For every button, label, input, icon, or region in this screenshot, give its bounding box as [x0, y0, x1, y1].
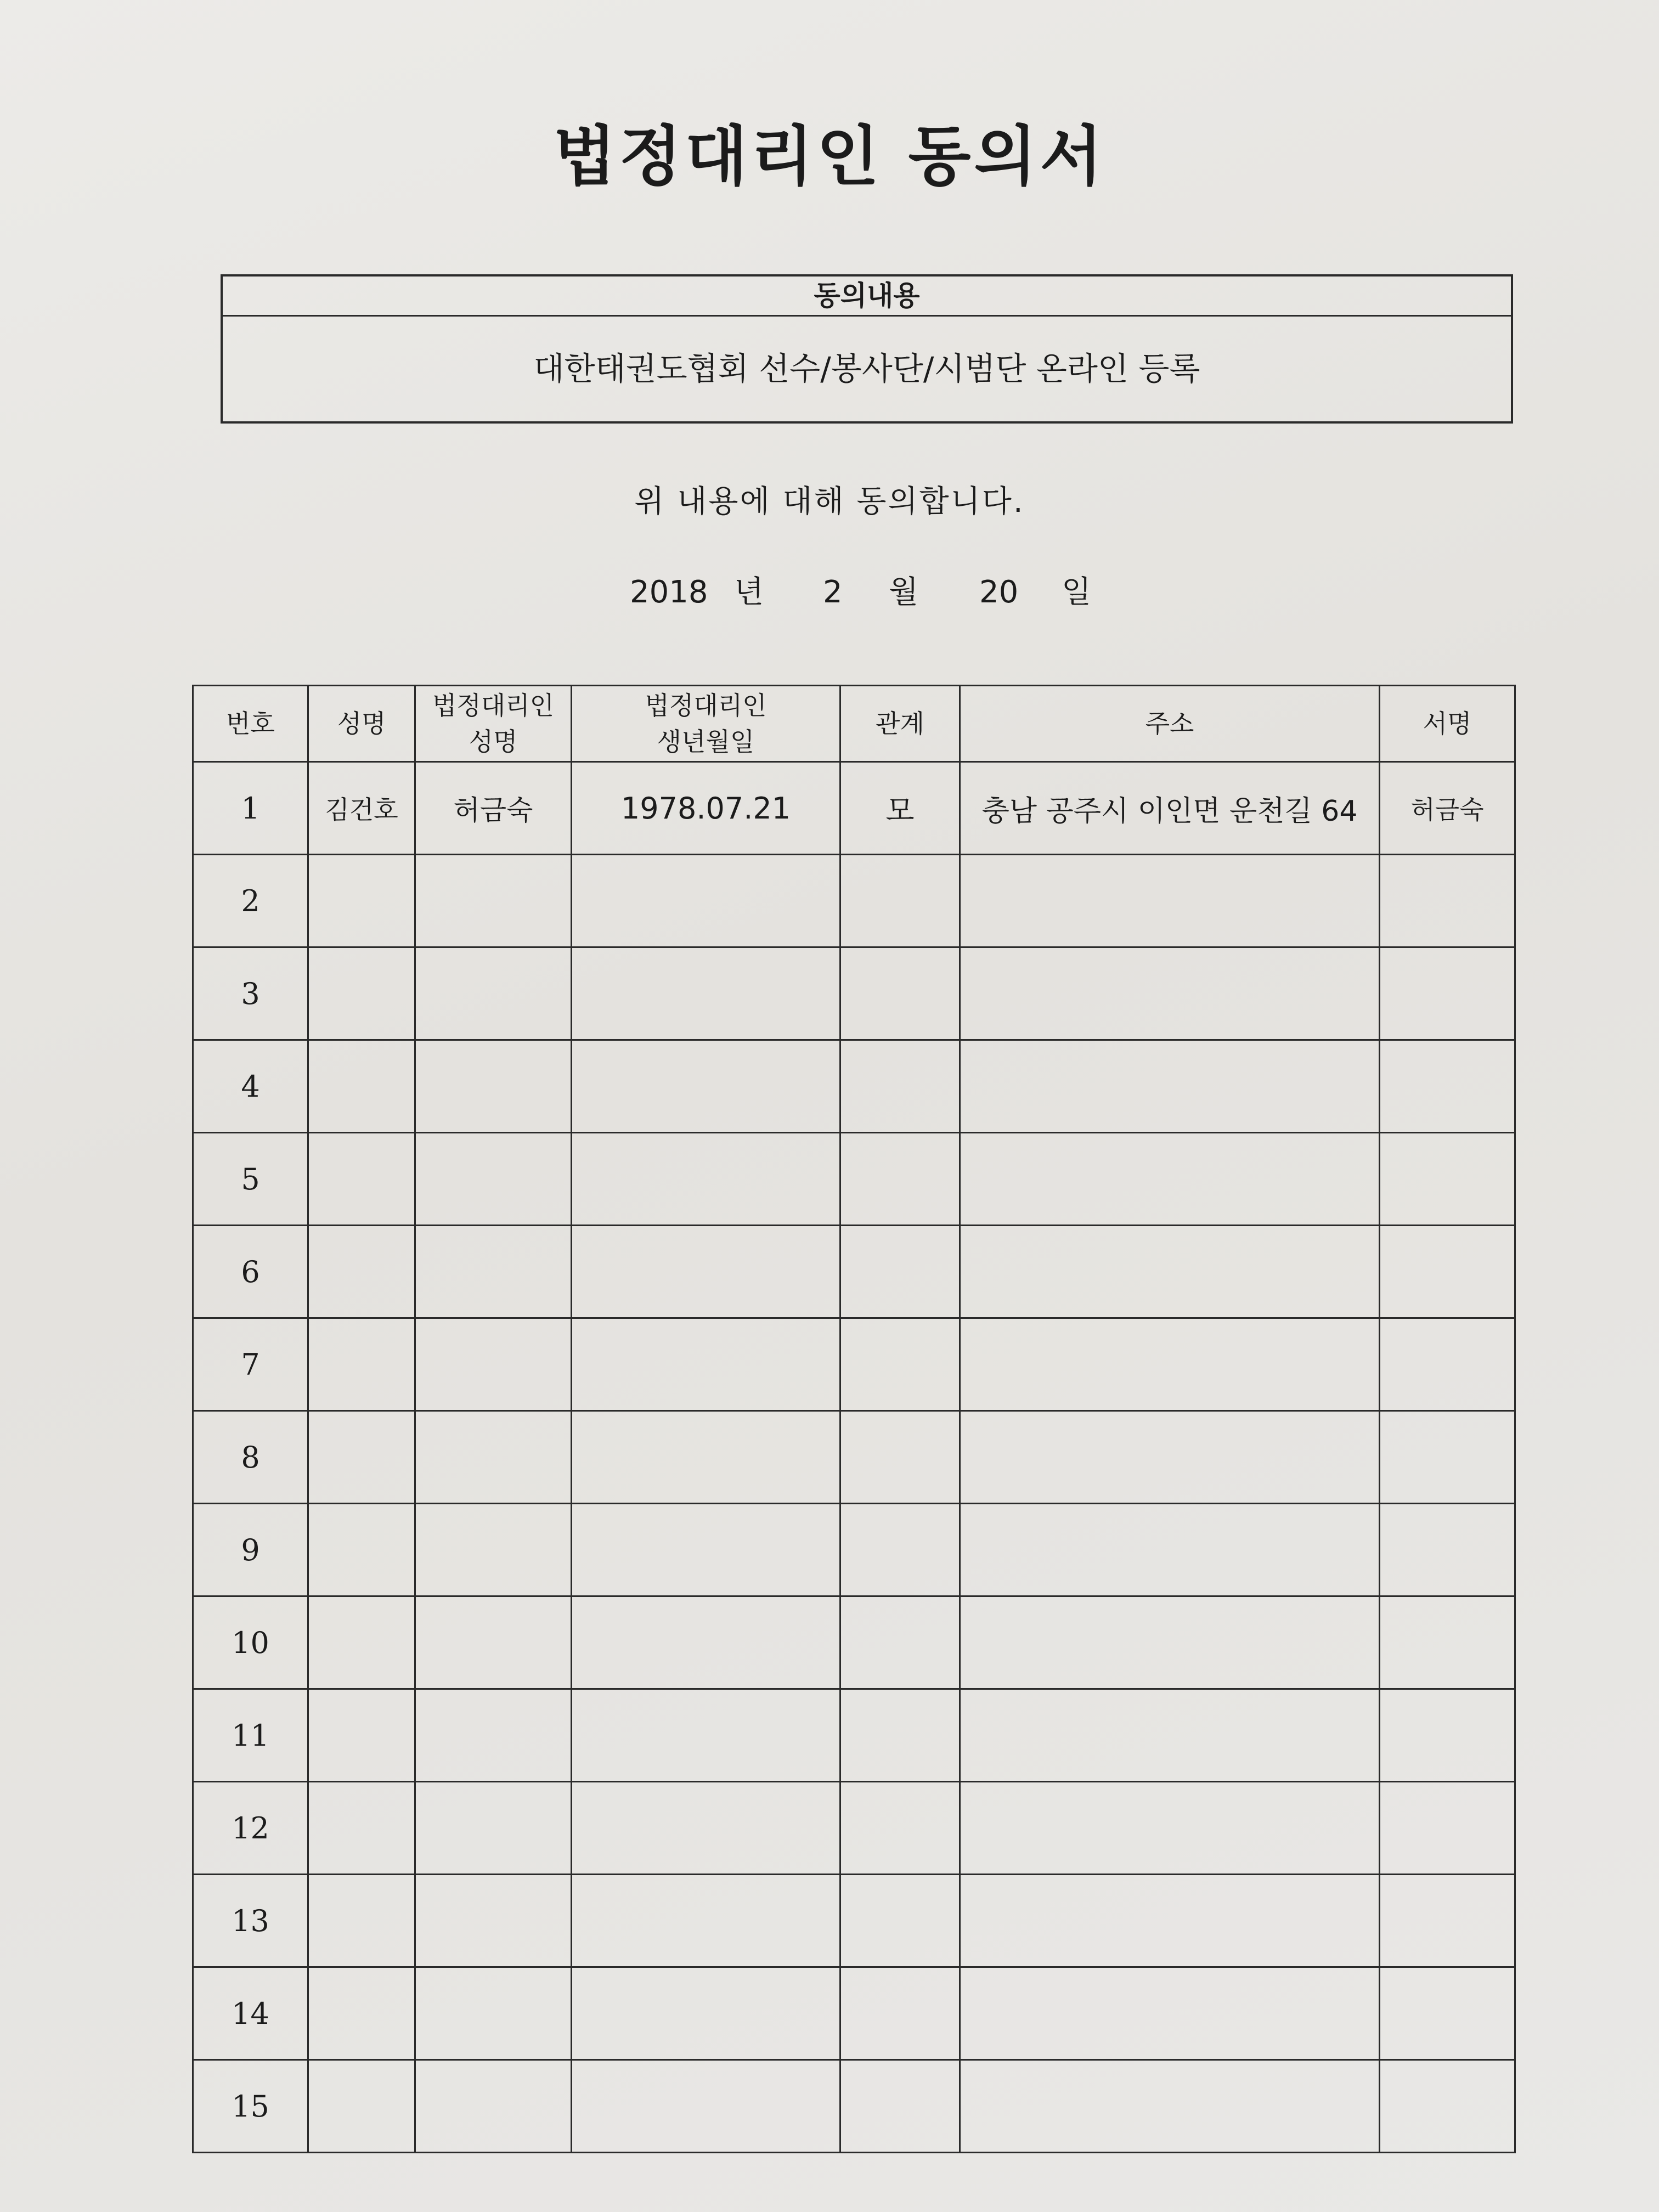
- agree-statement: 위 내용에 대해 동의합니다.: [634, 484, 1025, 520]
- table-row: [193, 1782, 1515, 1875]
- cell-relation: [840, 1226, 960, 1318]
- table-row: [193, 1133, 1515, 1226]
- header-signature: 서명: [1380, 686, 1515, 762]
- header-no: 번호: [193, 686, 308, 762]
- cell-birth: 1978.07.21: [572, 762, 840, 855]
- cell-address: [960, 1689, 1380, 1782]
- header-name: 성명: [308, 686, 415, 762]
- cell-name: [308, 1967, 415, 2060]
- header-guardian-birth-line1: 법정대리인: [645, 691, 767, 720]
- cell-signature: [1380, 1782, 1515, 1875]
- cell-relation: [840, 1782, 960, 1875]
- consent-content-box: [221, 274, 1513, 424]
- cell-address: [960, 1318, 1380, 1411]
- cell-signature: [1380, 1411, 1515, 1504]
- cell-birth: [572, 855, 840, 947]
- table-row: [193, 1318, 1515, 1411]
- cell-name: 김건호: [308, 762, 415, 855]
- cell-signature: [1380, 1504, 1515, 1596]
- cell-address: [960, 1504, 1380, 1596]
- cell-guardian: [415, 1411, 572, 1504]
- cell-relation: 모: [840, 762, 960, 855]
- cell-birth: [572, 1782, 840, 1875]
- cell-relation: [840, 1318, 960, 1411]
- cell-no: 8: [193, 1411, 308, 1504]
- cell-birth: [572, 1411, 840, 1504]
- document-title: 법정대리인 동의서: [553, 119, 1106, 194]
- cell-birth: [572, 1040, 840, 1133]
- date-year-unit: 년: [734, 574, 764, 610]
- table-row: [193, 1689, 1515, 1782]
- cell-name: [308, 947, 415, 1040]
- cell-relation: [840, 1133, 960, 1226]
- cell-name: [308, 2060, 415, 2153]
- cell-guardian: [415, 1967, 572, 2060]
- cell-no: 6: [193, 1226, 308, 1318]
- cell-address: [960, 855, 1380, 947]
- cell-address: [960, 947, 1380, 1040]
- cell-birth: [572, 1133, 840, 1226]
- cell-no: 15: [193, 2060, 308, 2153]
- cell-address: [960, 1875, 1380, 1967]
- cell-guardian: [415, 1318, 572, 1411]
- cell-signature: [1380, 1318, 1515, 1411]
- cell-signature: [1380, 1596, 1515, 1689]
- table-row: [193, 1596, 1515, 1689]
- cell-signature: [1380, 1689, 1515, 1782]
- cell-address: [960, 2060, 1380, 2153]
- cell-birth: [572, 1689, 840, 1782]
- cell-guardian: 허금숙: [415, 762, 572, 855]
- cell-birth: [572, 1875, 840, 1967]
- cell-no: 5: [193, 1133, 308, 1226]
- cell-guardian: [415, 1875, 572, 1967]
- date-month: 2: [823, 574, 843, 610]
- cell-signature: [1380, 1040, 1515, 1133]
- cell-name: [308, 1226, 415, 1318]
- cell-guardian: [415, 1689, 572, 1782]
- cell-birth: [572, 1596, 840, 1689]
- cell-signature: [1380, 855, 1515, 947]
- table-row: [193, 1967, 1515, 2060]
- cell-name: [308, 1133, 415, 1226]
- cell-relation: [840, 1875, 960, 1967]
- cell-relation: [840, 855, 960, 947]
- cell-signature: [1380, 1875, 1515, 1967]
- cell-relation: [840, 1689, 960, 1782]
- cell-name: [308, 1318, 415, 1411]
- cell-address: [960, 1411, 1380, 1504]
- cell-name: [308, 1596, 415, 1689]
- cell-relation: [840, 1504, 960, 1596]
- date-day-unit: 일: [1062, 574, 1092, 610]
- cell-birth: [572, 2060, 840, 2153]
- cell-guardian: [415, 1226, 572, 1318]
- date-year: 2018: [630, 574, 708, 610]
- cell-name: [308, 1689, 415, 1782]
- cell-name: [308, 1040, 415, 1133]
- table-row: [193, 855, 1515, 947]
- cell-no: 9: [193, 1504, 308, 1596]
- cell-guardian: [415, 1133, 572, 1226]
- table-row: [193, 1226, 1515, 1318]
- table-row: [193, 2060, 1515, 2153]
- cell-signature: [1380, 2060, 1515, 2153]
- header-relation: 관계: [840, 686, 960, 762]
- cell-relation: [840, 1040, 960, 1133]
- table-row: [193, 1040, 1515, 1133]
- cell-address: [960, 1596, 1380, 1689]
- cell-signature: [1380, 947, 1515, 1040]
- cell-signature: [1380, 1133, 1515, 1226]
- cell-no: 11: [193, 1689, 308, 1782]
- consent-header: 동의내용: [223, 276, 1511, 317]
- cell-guardian: [415, 1596, 572, 1689]
- cell-no: 10: [193, 1596, 308, 1689]
- table-row: [193, 947, 1515, 1040]
- cell-no: 13: [193, 1875, 308, 1967]
- table-row: [193, 1875, 1515, 1967]
- cell-no: 14: [193, 1967, 308, 2060]
- cell-guardian: [415, 1782, 572, 1875]
- cell-relation: [840, 1411, 960, 1504]
- cell-guardian: [415, 1040, 572, 1133]
- header-guardian-name: [415, 686, 572, 762]
- cell-signature: 허금숙: [1380, 762, 1515, 855]
- cell-guardian: [415, 947, 572, 1040]
- header-address: 주소: [960, 686, 1380, 762]
- cell-no: 7: [193, 1318, 308, 1411]
- cell-name: [308, 855, 415, 947]
- cell-guardian: [415, 1504, 572, 1596]
- header-guardian-name-line1: 법정대리인: [432, 691, 555, 720]
- cell-name: [308, 1875, 415, 1967]
- cell-birth: [572, 1504, 840, 1596]
- table-row: [193, 1411, 1515, 1504]
- cell-relation: [840, 1967, 960, 2060]
- date-month-unit: 월: [889, 574, 919, 610]
- cell-guardian: [415, 855, 572, 947]
- cell-signature: [1380, 1967, 1515, 2060]
- cell-no: 3: [193, 947, 308, 1040]
- table-row: [193, 1504, 1515, 1596]
- cell-birth: [572, 1226, 840, 1318]
- cell-name: [308, 1782, 415, 1875]
- cell-address: [960, 1782, 1380, 1875]
- table-row: [193, 762, 1515, 855]
- cell-address: [960, 1226, 1380, 1318]
- cell-no: 4: [193, 1040, 308, 1133]
- cell-birth: [572, 1967, 840, 2060]
- header-guardian-name-line2: 성명: [469, 727, 518, 757]
- cell-address: [960, 1040, 1380, 1133]
- cell-relation: [840, 1596, 960, 1689]
- cell-relation: [840, 947, 960, 1040]
- cell-birth: [572, 947, 840, 1040]
- date-day: 20: [979, 574, 1019, 610]
- cell-name: [308, 1504, 415, 1596]
- cell-birth: [572, 1318, 840, 1411]
- cell-name: [308, 1411, 415, 1504]
- cell-no: 2: [193, 855, 308, 947]
- guardian-table: [192, 685, 1516, 2153]
- cell-guardian: [415, 2060, 572, 2153]
- consent-text: 대한태권도협회 선수/봉사단/시범단 온라인 등록: [533, 350, 1200, 387]
- cell-address: [960, 1967, 1380, 2060]
- cell-address: 충남 공주시 이인면 운천길 64: [960, 762, 1380, 855]
- cell-no: 12: [193, 1782, 308, 1875]
- cell-address: [960, 1133, 1380, 1226]
- cell-no: 1: [193, 762, 308, 855]
- cell-signature: [1380, 1226, 1515, 1318]
- header-guardian-birth: [572, 686, 840, 762]
- header-guardian-birth-line2: 생년월일: [657, 727, 755, 757]
- table-header-row: [193, 686, 1515, 762]
- cell-relation: [840, 2060, 960, 2153]
